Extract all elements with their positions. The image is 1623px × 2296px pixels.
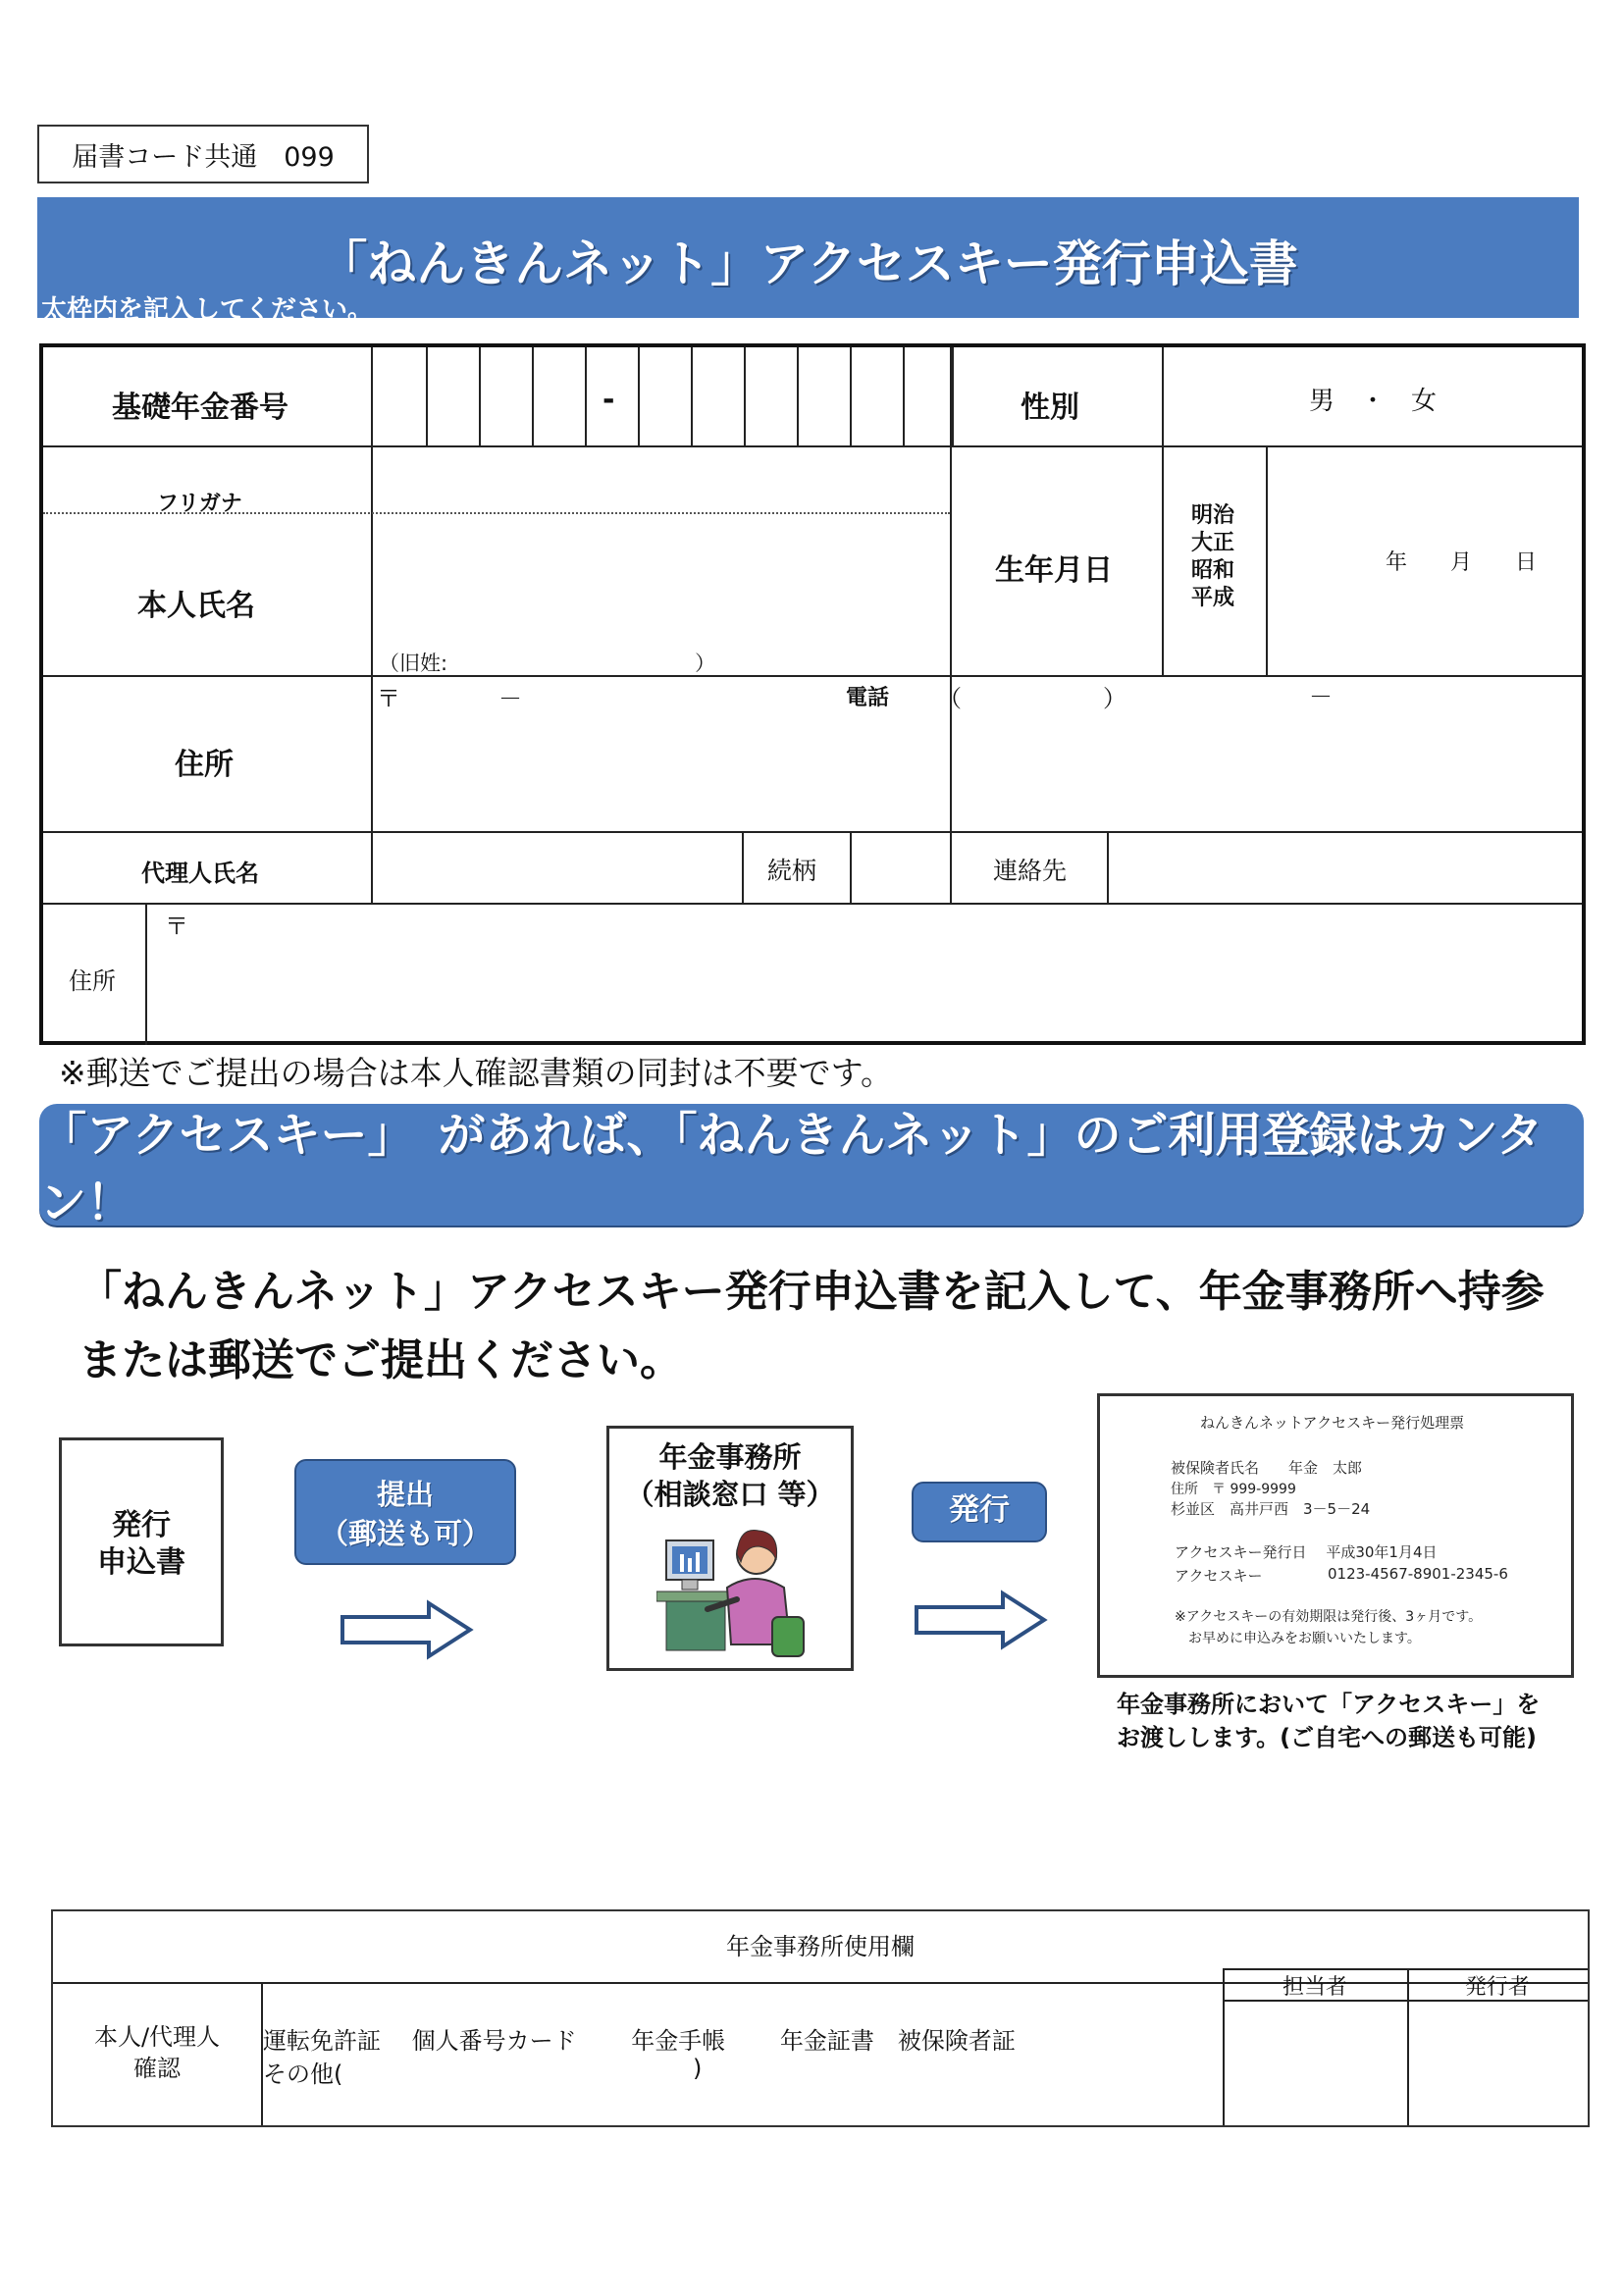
gender-label: 性別 — [1021, 391, 1079, 425]
slip-caption-2: お渡しします。(ご自宅への郵送も可能) — [1117, 1724, 1538, 1751]
form-box-line-2: 申込書 — [97, 1545, 185, 1580]
postal-mark: 〒 — [377, 685, 400, 712]
row-divider — [43, 903, 1582, 905]
instruction-line-1: 「ねんきんネット」アクセスキー発行申込書を記入して、年金事務所へ持参 — [79, 1267, 1544, 1317]
digit-cell-divider — [797, 347, 799, 445]
slip-address-1: 住所 〒 999-9999 — [1171, 1482, 1296, 1497]
office-line-2: （相談窓口 等） — [625, 1478, 835, 1511]
identity-other[interactable]: その他( — [263, 2061, 343, 2088]
digit-cell-divider — [850, 347, 852, 445]
era-heisei[interactable]: 平成 — [1191, 586, 1235, 610]
office-use-title: 年金事務所使用欄 — [726, 1933, 915, 1960]
gender-options[interactable]: 男 ・ 女 — [1309, 387, 1438, 416]
era-taisho[interactable]: 大正 — [1191, 531, 1235, 555]
former-name-field[interactable]: （旧姓: ） — [379, 652, 716, 675]
slip-address-2: 杉並区 高井戸西 3－5－24 — [1171, 1500, 1371, 1518]
identity-label — [53, 2021, 261, 2084]
page-title: 「ねんきんネット」アクセスキー発行申込書 — [318, 235, 1298, 292]
processing-slip — [1097, 1393, 1574, 1678]
slip-insured-name: 被保険者氏名 年金 太郎 — [1171, 1459, 1363, 1477]
date-units: 年 月 日 — [1386, 550, 1538, 575]
address-label: 住所 — [175, 748, 234, 782]
contact-label: 連絡先 — [993, 857, 1068, 885]
phone-label: 電話 — [846, 686, 890, 710]
column-divider — [1107, 831, 1109, 903]
column-divider — [850, 831, 852, 903]
postal-dash: － — [498, 685, 522, 712]
arrow-right-icon — [913, 1590, 1050, 1650]
row-divider — [43, 445, 1582, 447]
office-worker-icon — [656, 1519, 813, 1666]
column-divider — [742, 831, 744, 903]
slip-caption-1: 年金事務所において「アクセスキー」を — [1117, 1691, 1541, 1718]
title-bar — [37, 197, 1579, 325]
agent-name-label: 代理人氏名 — [141, 860, 259, 887]
furigana-label: フリガナ — [157, 492, 242, 516]
issuer-label: 発行者 — [1464, 1975, 1530, 2000]
digit-cell-divider — [585, 347, 587, 445]
relation-label: 続柄 — [767, 857, 817, 885]
phone-parens[interactable]: （ ） — [938, 685, 1126, 712]
column-divider — [950, 831, 952, 903]
issue-pill: 発行 — [912, 1482, 1047, 1542]
digit-cell-divider — [952, 347, 954, 445]
page-subtitle: 太枠内を記入してください。 — [41, 295, 374, 325]
submit-pill — [294, 1459, 516, 1565]
era-meiji[interactable]: 明治 — [1191, 503, 1235, 528]
digit-cell-divider — [426, 347, 428, 445]
digit-cell-divider — [903, 347, 905, 445]
row-divider — [43, 831, 1582, 833]
office-use-table — [51, 1909, 1590, 2127]
identity-label-2: 確認 — [133, 2055, 181, 2082]
phone-dash: － — [1309, 683, 1333, 710]
slip-access-key: 0123-4567-8901-2345-6 — [1328, 1565, 1508, 1583]
staff-label: 担当者 — [1282, 1975, 1347, 2000]
slip-issue-date: アクセスキー発行日 平成30年1月4日 — [1175, 1543, 1438, 1561]
slip-access-key-label: アクセスキー — [1175, 1567, 1263, 1585]
slip-title: ねんきんネットアクセスキー発行処理票 — [1200, 1414, 1465, 1432]
birthdate-label: 生年月日 — [995, 553, 1113, 588]
era-showa[interactable]: 昭和 — [1191, 558, 1235, 583]
agent-postal-mark: 〒 — [165, 913, 188, 940]
office-line-1: 年金事務所 — [658, 1440, 802, 1474]
column-divider — [950, 347, 952, 831]
pension-office-box — [606, 1426, 854, 1671]
form-code-box — [37, 125, 369, 183]
name-label: 本人氏名 — [137, 589, 255, 623]
submit-line-1: 提出 — [376, 1478, 434, 1511]
application-form — [39, 343, 1586, 1045]
digit-cell-divider — [638, 347, 640, 445]
slip-caption — [1117, 1688, 1540, 1754]
era-options[interactable] — [1191, 502, 1234, 612]
mail-note: ※郵送でご提出の場合は本人確認書類の同封は不要です。 — [59, 1054, 894, 1092]
slip-note-2: お早めに申込みをお願いいたします。 — [1188, 1631, 1421, 1646]
promo-banner: 「アクセスキー」 があれば、「ねんきんネット」のご利用登録はカンタン！ — [39, 1104, 1584, 1226]
identity-documents[interactable]: 運転免許証 個人番号カード 年金手帳 年金証書 被保険者証 — [263, 2027, 1016, 2055]
pension-number-label: 基礎年金番号 — [112, 391, 288, 425]
digit-cell-divider — [744, 347, 746, 445]
identity-other-close: ) — [693, 2055, 703, 2082]
instruction-line-2: または郵送でご提出ください。 — [79, 1335, 683, 1385]
digit-cell-divider — [691, 347, 693, 445]
form-code: 届書コード共通 099 — [72, 141, 335, 173]
pension-number-dash: - — [602, 383, 615, 417]
agent-address-label: 住所 — [69, 967, 116, 995]
column-divider — [1162, 347, 1164, 675]
column-divider — [145, 903, 147, 1045]
furigana-divider — [43, 512, 950, 514]
era-column-divider — [1266, 445, 1268, 675]
digit-cell-divider — [532, 347, 534, 445]
identity-label-1: 本人/代理人 — [93, 2023, 221, 2051]
label-column-divider — [371, 347, 373, 903]
slip-note-1: ※アクセスキーの有効期限は発行後、3ヶ月です。 — [1175, 1609, 1483, 1625]
application-form-box — [59, 1437, 224, 1646]
row-divider — [43, 675, 1582, 677]
digit-cell-divider — [479, 347, 481, 445]
arrow-right-icon — [339, 1599, 476, 1660]
submit-line-2: （郵送も可） — [319, 1517, 491, 1550]
form-box-line-1: 発行 — [112, 1508, 171, 1542]
